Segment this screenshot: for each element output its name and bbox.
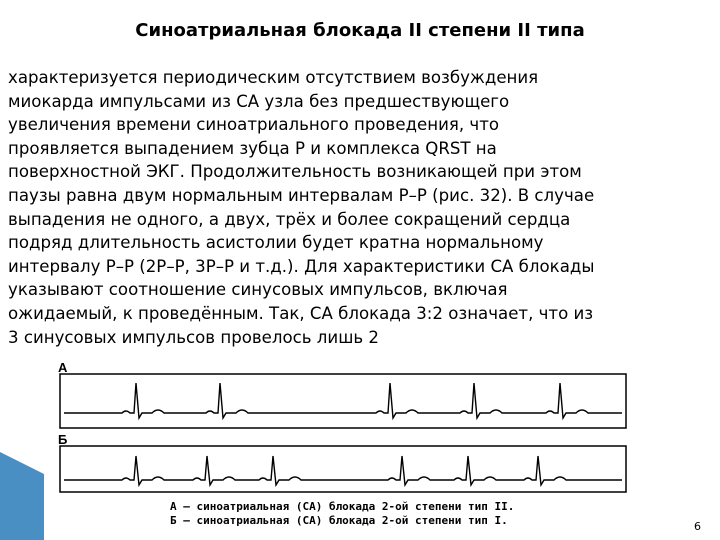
paragraph-line: паузы равна двум нормальным интервалам Р–Р (рис. 32). В случае [8,185,595,205]
caption-a: А – синоатриальная (СА) блокада 2-ой степени тип II. [170,500,515,513]
paragraph-line: подряд длительность асистолии будет кратна нормальному [8,233,544,253]
paragraph-line: интервалу Р–Р (2Р–Р, 3Р–Р и т.д.). Для характеристики СА блокады [8,256,595,276]
slide-title: Синоатриальная блокада II степени II типа [135,20,585,41]
ecg-trace-b [64,456,622,485]
ecg-trace-a [64,383,622,418]
paragraph-line: указывают соотношение синусовых импульсов, включая [8,280,508,300]
ecg-figure-svg [54,360,640,532]
caption-b: Б – синоатриальная (СА) блокада 2-ой степени тип I. [170,514,508,527]
ecg-strip-a-frame [60,374,626,428]
page-number: 6 [694,520,701,533]
paragraph-line: увеличения времени синоатриального проведения, что [8,115,500,135]
paragraph-line: выпадения не одного, а двух, трёх и более сокращений сердца [8,209,571,229]
slide-paragraph [8,66,708,349]
paragraph-line: миокарда импульсами из СА узла без предшествующего [8,91,510,111]
paragraph-line: ожидаемый, к проведённым. Так, СА блокада 3:2 означает, что из [8,303,594,323]
corner-decoration [0,452,44,540]
paragraph-line: характеризуется периодическим отсутствием возбуждения [8,68,539,87]
panel-a-label: А [58,360,68,375]
ecg-figure [54,360,640,532]
paragraph-line: 3 синусовых импульсов провелось лишь 2 [8,327,379,347]
paragraph-line: поверхностной ЭКГ. Продолжительность возникающей при этом [8,162,582,182]
panel-b-label: Б [58,432,68,447]
paragraph-line: проявляется выпадением зубца Р и комплекса QRST на [8,138,497,158]
